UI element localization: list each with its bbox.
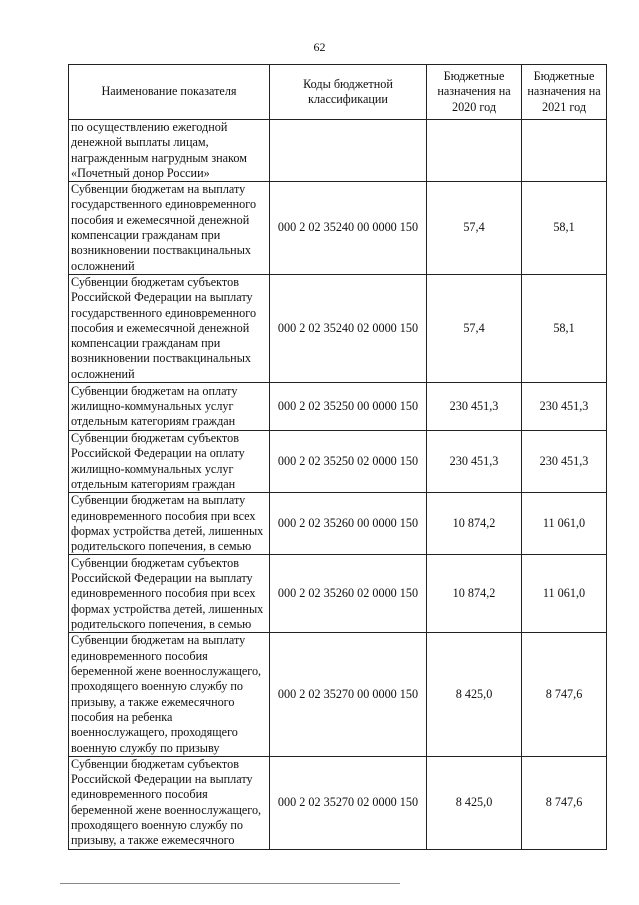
row-code: 000 2 02 35240 00 0000 150 bbox=[270, 182, 427, 275]
row-code: 000 2 02 35260 00 0000 150 bbox=[270, 493, 427, 555]
row-value-2020: 57,4 bbox=[427, 182, 522, 275]
row-value-2020: 230 451,3 bbox=[427, 383, 522, 431]
table-row bbox=[69, 182, 607, 275]
header-budget-2020: Бюджетные назначения на 2020 год bbox=[427, 65, 522, 120]
row-value-2020: 10 874,2 bbox=[427, 493, 522, 555]
row-code bbox=[270, 120, 427, 182]
header-budget-2021: Бюджетные назначения на 2021 год bbox=[522, 65, 607, 120]
budget-table bbox=[68, 64, 607, 850]
row-value-2021: 230 451,3 bbox=[522, 431, 607, 493]
row-value-2021: 11 061,0 bbox=[522, 555, 607, 633]
row-code: 000 2 02 35250 00 0000 150 bbox=[270, 383, 427, 431]
table-header-row bbox=[69, 65, 607, 120]
row-value-2021: 58,1 bbox=[522, 182, 607, 275]
row-name: Субвенции бюджетам субъектов Российской Федерации на выплату государственного единовременного пособия и ежемесячной денежной компенсации гражданам при возникновении поствакцинальных осложнений bbox=[69, 274, 270, 382]
row-value-2021 bbox=[522, 120, 607, 182]
row-value-2020: 10 874,2 bbox=[427, 555, 522, 633]
row-value-2021: 11 061,0 bbox=[522, 493, 607, 555]
row-value-2021: 8 747,6 bbox=[522, 633, 607, 756]
table-row bbox=[69, 555, 607, 633]
row-name: Субвенции бюджетам субъектов Российской Федерации на оплату жилищно-коммунальных услуг отдельным категориям граждан bbox=[69, 431, 270, 493]
row-name: Субвенции бюджетам на выплату единовременного пособия при всех формах устройства детей, лишенных родительского попечения, в семью bbox=[69, 493, 270, 555]
table-row bbox=[69, 633, 607, 756]
row-value-2020: 230 451,3 bbox=[427, 431, 522, 493]
row-name: Субвенции бюджетам субъектов Российской Федерации на выплату единовременного пособия беременной жене военнослужащего, проходящего военную службу по призыву, а также ежемесячного bbox=[69, 756, 270, 849]
row-value-2020: 8 425,0 bbox=[427, 633, 522, 756]
table-row bbox=[69, 383, 607, 431]
row-value-2020: 8 425,0 bbox=[427, 756, 522, 849]
row-value-2021: 230 451,3 bbox=[522, 383, 607, 431]
row-name: по осуществлению ежегодной денежной выплаты лицам, награжденным нагрудным знаком «Почетный донор России» bbox=[69, 120, 270, 182]
table-row bbox=[69, 431, 607, 493]
row-code: 000 2 02 35240 02 0000 150 bbox=[270, 274, 427, 382]
table-row bbox=[69, 120, 607, 182]
row-value-2021: 8 747,6 bbox=[522, 756, 607, 849]
row-name: Субвенции бюджетам на выплату единовременного пособия беременной жене военнослужащего, проходящего военную службу по призыву, а также ежемесячного пособия на ребенка военнослужащего, проходящего военную службу по призыву bbox=[69, 633, 270, 756]
row-code: 000 2 02 35250 02 0000 150 bbox=[270, 431, 427, 493]
table-row bbox=[69, 274, 607, 382]
page-number: 62 bbox=[313, 40, 326, 54]
row-name: Субвенции бюджетам на оплату жилищно-коммунальных услуг отдельным категориям граждан bbox=[69, 383, 270, 431]
header-indicator-name: Наименование показателя bbox=[69, 65, 270, 120]
row-name: Субвенции бюджетам субъектов Российской Федерации на выплату единовременного пособия при всех формах устройства детей, лишенных родительского попечения, в семью bbox=[69, 555, 270, 633]
row-code: 000 2 02 35270 00 0000 150 bbox=[270, 633, 427, 756]
row-code: 000 2 02 35260 02 0000 150 bbox=[270, 555, 427, 633]
footer-divider bbox=[60, 883, 400, 884]
table-row bbox=[69, 756, 607, 849]
row-code: 000 2 02 35270 02 0000 150 bbox=[270, 756, 427, 849]
table-row bbox=[69, 493, 607, 555]
header-budget-codes: Коды бюджетной классификации bbox=[270, 65, 427, 120]
row-value-2020 bbox=[427, 120, 522, 182]
row-value-2020: 57,4 bbox=[427, 274, 522, 382]
row-value-2021: 58,1 bbox=[522, 274, 607, 382]
row-name: Субвенции бюджетам на выплату государственного единовременного пособия и ежемесячной денежной компенсации гражданам при возникновении поствакцинальных осложнений bbox=[69, 182, 270, 275]
